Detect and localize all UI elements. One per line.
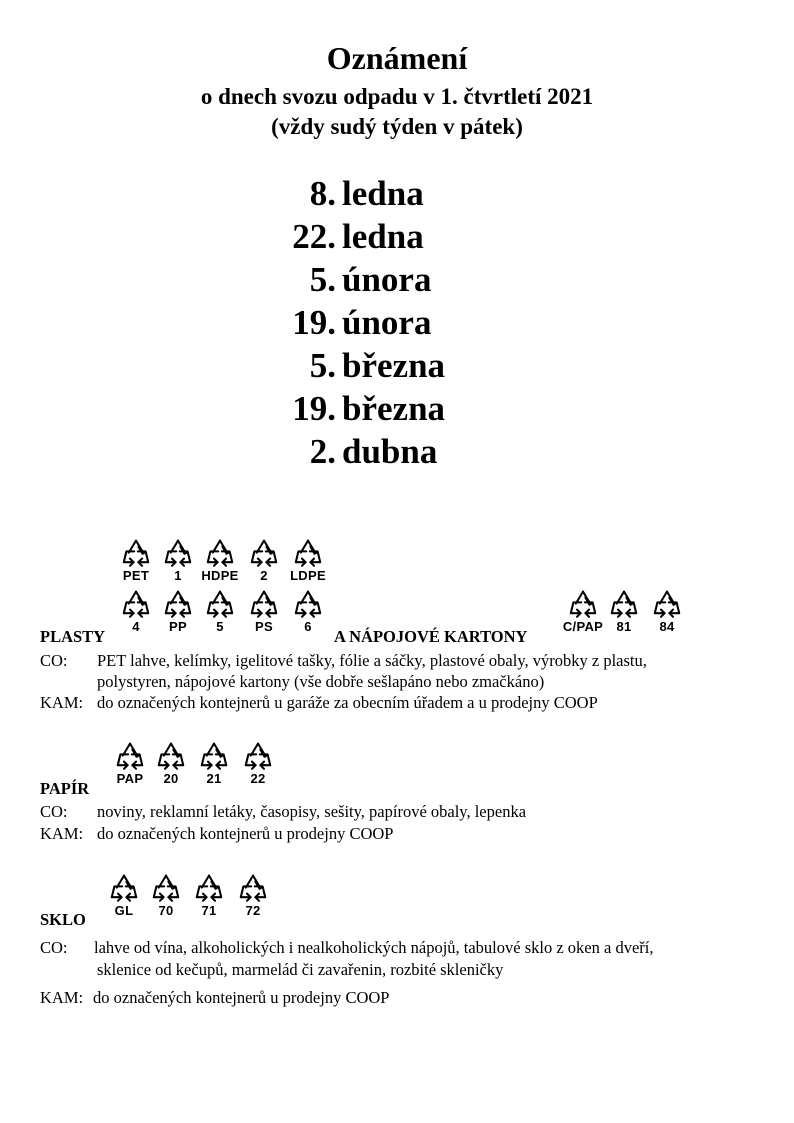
papir-kam-label: KAM: — [40, 824, 84, 843]
recycle-code: 84 — [659, 619, 675, 634]
date-day: 2. — [309, 432, 336, 471]
papir-co-text: noviny, reklamní letáky, časopisy, sešity, papírové obaly, lepenka — [97, 802, 527, 821]
recycle-symbol-1 — [158, 537, 198, 582]
recycle-symbol-ps — [244, 588, 284, 633]
recycle-triangle-icon — [163, 588, 193, 618]
plasty-kam-text: do označených kontejnerů u garáže za obecním úřadem a u prodejny COOP — [97, 693, 598, 712]
date-day: 19. — [292, 389, 336, 428]
recycle-symbol-84 — [647, 588, 687, 633]
recycle-triangle-icon — [568, 588, 598, 618]
recycle-code: 72 — [245, 903, 261, 918]
date-day: 5. — [309, 260, 336, 299]
recycle-triangle-icon — [293, 588, 323, 618]
recycle-symbol-71 — [189, 872, 229, 917]
recycle-symbol-cpap — [558, 588, 608, 633]
date-month: února — [342, 260, 432, 299]
recycle-triangle-icon — [609, 588, 639, 618]
recycle-code: 71 — [201, 903, 217, 918]
recycle-code: 1 — [174, 568, 182, 583]
page-title: Oznámení — [326, 40, 468, 76]
recycle-code: 81 — [616, 619, 632, 634]
date-month: ledna — [342, 174, 424, 213]
date-day: 19. — [292, 303, 336, 342]
plasty-heading: PLASTY — [40, 627, 106, 646]
recycle-triangle-icon — [121, 537, 151, 567]
recycle-triangle-icon — [109, 872, 139, 902]
recycle-triangle-icon — [151, 872, 181, 902]
recycle-code: PP — [169, 619, 187, 634]
plasty-co-label: CO: — [40, 651, 68, 670]
recycle-triangle-icon — [199, 740, 229, 770]
recycle-symbol-81 — [604, 588, 644, 633]
date-day: 5. — [309, 346, 336, 385]
recycle-triangle-icon — [194, 872, 224, 902]
date-day: 8. — [309, 174, 336, 213]
date-month: ledna — [342, 217, 424, 256]
cartons-heading: A NÁPOJOVÉ KARTONY — [334, 627, 528, 646]
recycle-triangle-icon — [652, 588, 682, 618]
recycle-triangle-icon — [205, 588, 235, 618]
recycle-triangle-icon — [293, 537, 323, 567]
plasty-co-text-2: polystyren, nápojové kartony (vše dobře sešlapáno nebo zmačkáno) — [97, 672, 545, 691]
recycle-symbol-21 — [194, 740, 234, 785]
recycle-code: 6 — [304, 619, 312, 634]
plasty-co-text: PET lahve, kelímky, igelitové tašky, fólie a sáčky, plastové obaly, výrobky z plastu, — [97, 651, 647, 670]
sklo-kam-text: do označených kontejnerů u prodejny COOP — [93, 988, 390, 1007]
papir-kam-text: do označených kontejnerů u prodejny COOP — [97, 824, 394, 843]
recycle-code: LDPE — [290, 568, 326, 583]
recycle-symbol-70 — [146, 872, 186, 917]
recycle-triangle-icon — [249, 537, 279, 567]
plasty-kam-label: KAM: — [40, 693, 84, 712]
date-row — [270, 258, 570, 301]
recycle-symbol-4 — [116, 588, 156, 633]
sklo-kam-label: KAM: — [40, 988, 84, 1007]
recycle-triangle-icon — [243, 740, 273, 770]
recycle-code: 5 — [216, 619, 224, 634]
recycle-code: PAP — [116, 771, 144, 786]
date-row — [270, 344, 570, 387]
page-note: (vždy sudý týden v pátek) — [271, 114, 523, 139]
recycle-symbol-2 — [244, 537, 284, 582]
recycle-symbol-ldpe — [288, 537, 328, 582]
recycle-code: 22 — [250, 771, 266, 786]
date-day: 22. — [292, 217, 336, 256]
recycle-code: PS — [255, 619, 273, 634]
papir-co-label: CO: — [40, 802, 68, 821]
date-row — [270, 215, 570, 258]
recycle-code: HDPE — [201, 568, 239, 583]
date-month: března — [342, 346, 446, 385]
sklo-co-label: CO: — [40, 938, 68, 957]
recycle-triangle-icon — [156, 740, 186, 770]
recycle-symbol-5 — [200, 588, 240, 633]
sklo-co-text: lahve od vína, alkoholických i nealkoholických nápojů, tabulové sklo z oken a dveří, — [94, 938, 654, 957]
recycle-code: PET — [122, 568, 150, 583]
recycle-code: 70 — [158, 903, 174, 918]
recycle-code: 21 — [206, 771, 222, 786]
papir-heading: PAPÍR — [40, 779, 90, 798]
recycle-symbol-pap — [110, 740, 150, 785]
recycle-code: 2 — [260, 568, 268, 583]
date-month: února — [342, 303, 432, 342]
date-row — [270, 430, 570, 473]
date-month: března — [342, 389, 446, 428]
recycle-symbol-20 — [151, 740, 191, 785]
recycle-triangle-icon — [115, 740, 145, 770]
date-row — [270, 301, 570, 344]
recycle-symbol-6 — [288, 588, 328, 633]
recycle-triangle-icon — [205, 537, 235, 567]
page-subtitle: o dnech svozu odpadu v 1. čtvrtletí 2021 — [200, 84, 594, 109]
recycle-symbol-22 — [238, 740, 278, 785]
recycle-triangle-icon — [238, 872, 268, 902]
recycle-symbol-pp — [158, 588, 198, 633]
date-row — [270, 172, 570, 215]
recycle-symbol-pet — [116, 537, 156, 582]
recycle-triangle-icon — [121, 588, 151, 618]
collection-dates — [270, 172, 570, 473]
date-month: dubna — [342, 432, 438, 471]
recycle-code: GL — [114, 903, 134, 918]
sklo-heading: SKLO — [40, 910, 86, 929]
recycle-symbol-72 — [233, 872, 273, 917]
recycle-symbol-gl — [104, 872, 144, 917]
date-row — [270, 387, 570, 430]
recycle-code: 4 — [132, 619, 140, 634]
sklo-co-text-2: sklenice od kečupů, marmelád či zavařenin, rozbité skleničky — [97, 960, 504, 979]
recycle-triangle-icon — [163, 537, 193, 567]
recycle-symbol-hdpe — [200, 537, 240, 582]
recycle-code: C/PAP — [562, 619, 604, 634]
recycle-code: 20 — [163, 771, 179, 786]
recycle-triangle-icon — [249, 588, 279, 618]
